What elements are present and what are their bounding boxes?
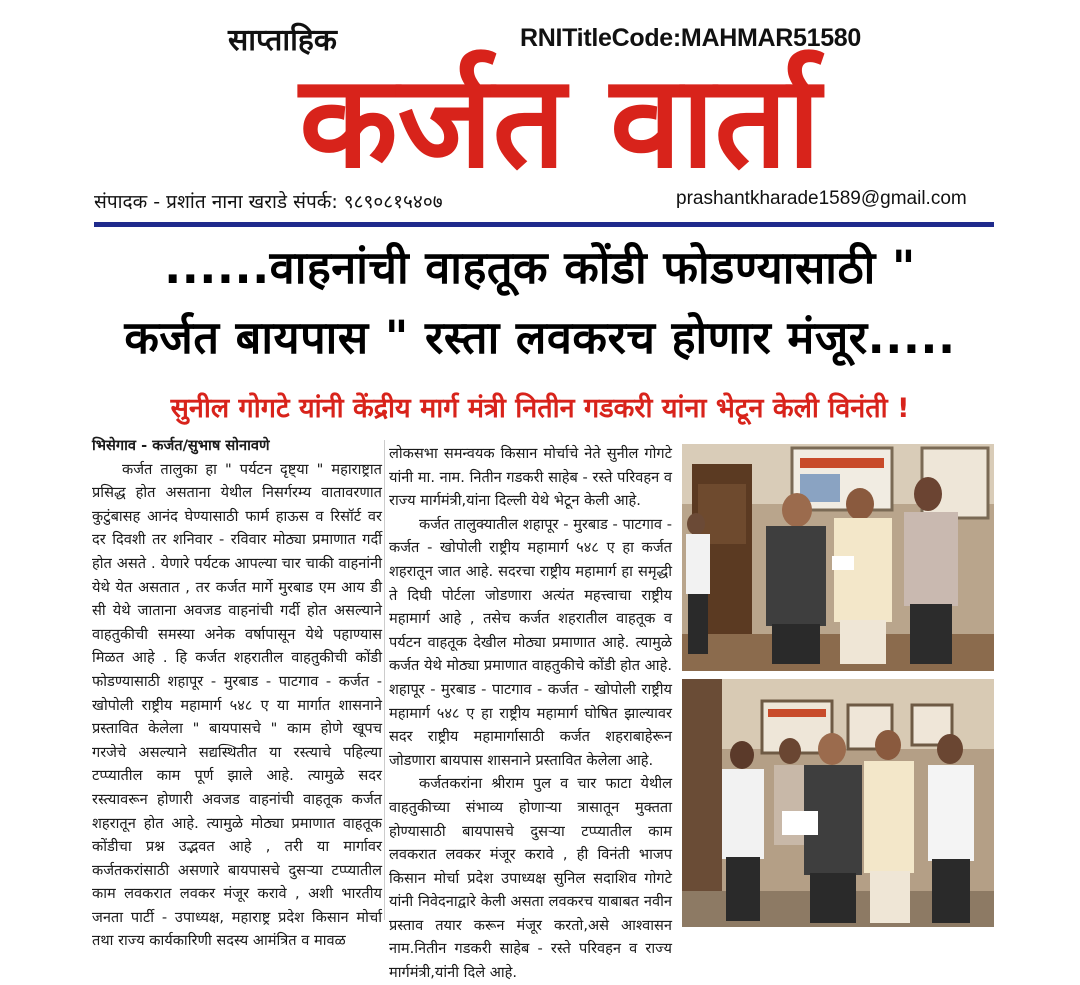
byline: भिसेगाव - कर्जत/सुभाष सोनावणे xyxy=(92,437,270,454)
paper-name-text: कर्जत वार्ता xyxy=(299,48,821,197)
article-column-2 xyxy=(389,442,672,985)
article-column-1 xyxy=(92,434,382,953)
headline-line-1: ......वाहनांची वाहतूक कोंडी फोडण्यासाठी " xyxy=(164,241,916,294)
masthead xyxy=(0,0,1080,228)
article-paragraph: लोकसभा समन्वयक किसान मोर्चाचे नेते सुनील गोगटे यांनी मा. नाम. नितीन गडकरी साहेब - रस्ते परिवहन व राज्य मार्गमंत्री,यांना दिल्ली येथे भेटून केली आहे. xyxy=(389,445,672,510)
paper-name-logo xyxy=(200,38,920,197)
masthead-rule xyxy=(94,222,994,227)
email-address: prashantkharade1589@gmail.com xyxy=(676,188,967,209)
article-paragraph: कर्जत तालुक्यातील शहापूर - मुरबाड - पाटगाव - कर्जत - खोपोली राष्ट्रीय महामार्ग ५४८ ए हा कर्जत शहरातून जात आहे. सदरचा राष्ट्रीय महामार्ग हा समृद्धी ते दिघी पोर्टला जोडणारा अत्यंत महत्त्वाचा राष्ट्रीय महामार्ग आहे , तसेच कर्जत शहरातील वाहतूक व पर्यटन वाहतूक देखील मोठ्या प्रमाणात आहे. त्यामुळे कर्जत येथे मोठ्या प्रमाणात वाहतुकीचे कोंडी होत आहे. शहापूर - मुरबाड - पाटगाव - कर्जत - खोपोली राष्ट्रीय महामार्ग ५४८ ए हा राष्ट्रीय महामार्ग घोषित झाल्यावर सदर राष्ट्रीय महामार्गासाठी कर्जत शहराबाहेरून जोडणारा बायपास शासनाने प्रस्तावित केलेला आहे. xyxy=(389,515,672,769)
column-divider xyxy=(384,440,385,920)
article-paragraph: कर्जत तालुका हा " पर्यटन दृष्ट्या " महाराष्ट्रात प्रसिद्ध होत असताना येथील निसर्गरम्य वातावरणात कुटुंबासह आनंद घेण्यासाठी फार्म हाऊस व रिसॉर्ट वर दर दिवशी तर शनिवार - रविवार मोठ्या प्रमाणात गर्दी होत असते . येणारे पर्यटक आपल्या चार चाकी वाहनांनी येथे येत असतात , तर कर्जत मार्गे मुरबाड एम आय डी सी येथे जाताना अवजड वाहनांची गर्दी होत असल्याने वाहतुकीची समस्या अनेक वर्षापासून येथे पहाण्यास मिळत आहे . हि कर्जत शहरातील वाहतुकीची कोंडी फोडण्यासाठी शहापूर - मुरबाड - पाटगाव - कर्जत - खोपोली राष्ट्रीय महामार्ग ५४८ ए या मार्गात शासनाने प्रस्तावित केलेला " बायपासचे " काम होणे खूपच गरजेचे असल्याने सद्यस्थितीत या रस्त्याचे पहिल्या टप्प्यातील काम पूर्ण झाले आहे. त्यामुळे सदर रस्त्यावरून होणारी अवजड वाहनांची वाहतूक कर्जत शहरातून होत आहे. त्यामुळे मोठ्या प्रमाणात वाहतूक कोंडीचा प्रश्न उद्भवत आहे , तरी या मार्गावर कर्जतकरांसाठी असणारे बायपासचे दुसऱ्या टप्प्यातील काम लवकरात लवकर मंजूर करावे , अशी भारतीय जनता पार्टी - उपाध्यक्ष, महाराष्ट्र प्रदेश किसान मोर्चा तथा राज्य कार्यकारिणी सदस्य आमंत्रित व मावळ xyxy=(92,460,382,950)
headline-line-2: कर्जत बायपास " रस्ता लवकरच होणार मंजूर..... xyxy=(124,311,956,364)
editor-line: संपादक - प्रशांत नाना खराडे संपर्क: ९८९०८१५४०७ xyxy=(94,191,443,213)
news-photo-meeting-2 xyxy=(682,679,994,927)
article-paragraph: कर्जतकरांना श्रीराम पुल व चार फाटा येथील वाहतुकीच्या संभाव्य होणाऱ्या त्रासातून मुक्तता होण्यासाठी बायपासचे दुसऱ्या टप्प्यातील काम लवकरात लवकर मंजूर करावे , ही विनंती भाजप किसान मोर्चा प्रदेश उपाध्यक्ष सुनिल सदाशिव गोगटे यांनी निवेदनाद्वारे केली असता लवकरच याबाबत नवीन प्रस्ताव तयार करून मंजूर करतो,असे आश्वासन नाम.नितीन गडकरी साहेब - रस्ते परिवहन व राज्य मार्गमंत्री,यांनी दिले आहे. xyxy=(389,775,672,982)
subheadline: सुनील गोगटे यांनी केंद्रीय मार्ग मंत्री नितीन गडकरी यांना भेटून केली विनंती ! xyxy=(170,393,910,424)
frequency-label: साप्ताहिक xyxy=(228,23,337,58)
rni-code: RNITitleCode:MAHMAR51580 xyxy=(520,24,862,52)
news-photo-meeting-1 xyxy=(682,444,994,671)
